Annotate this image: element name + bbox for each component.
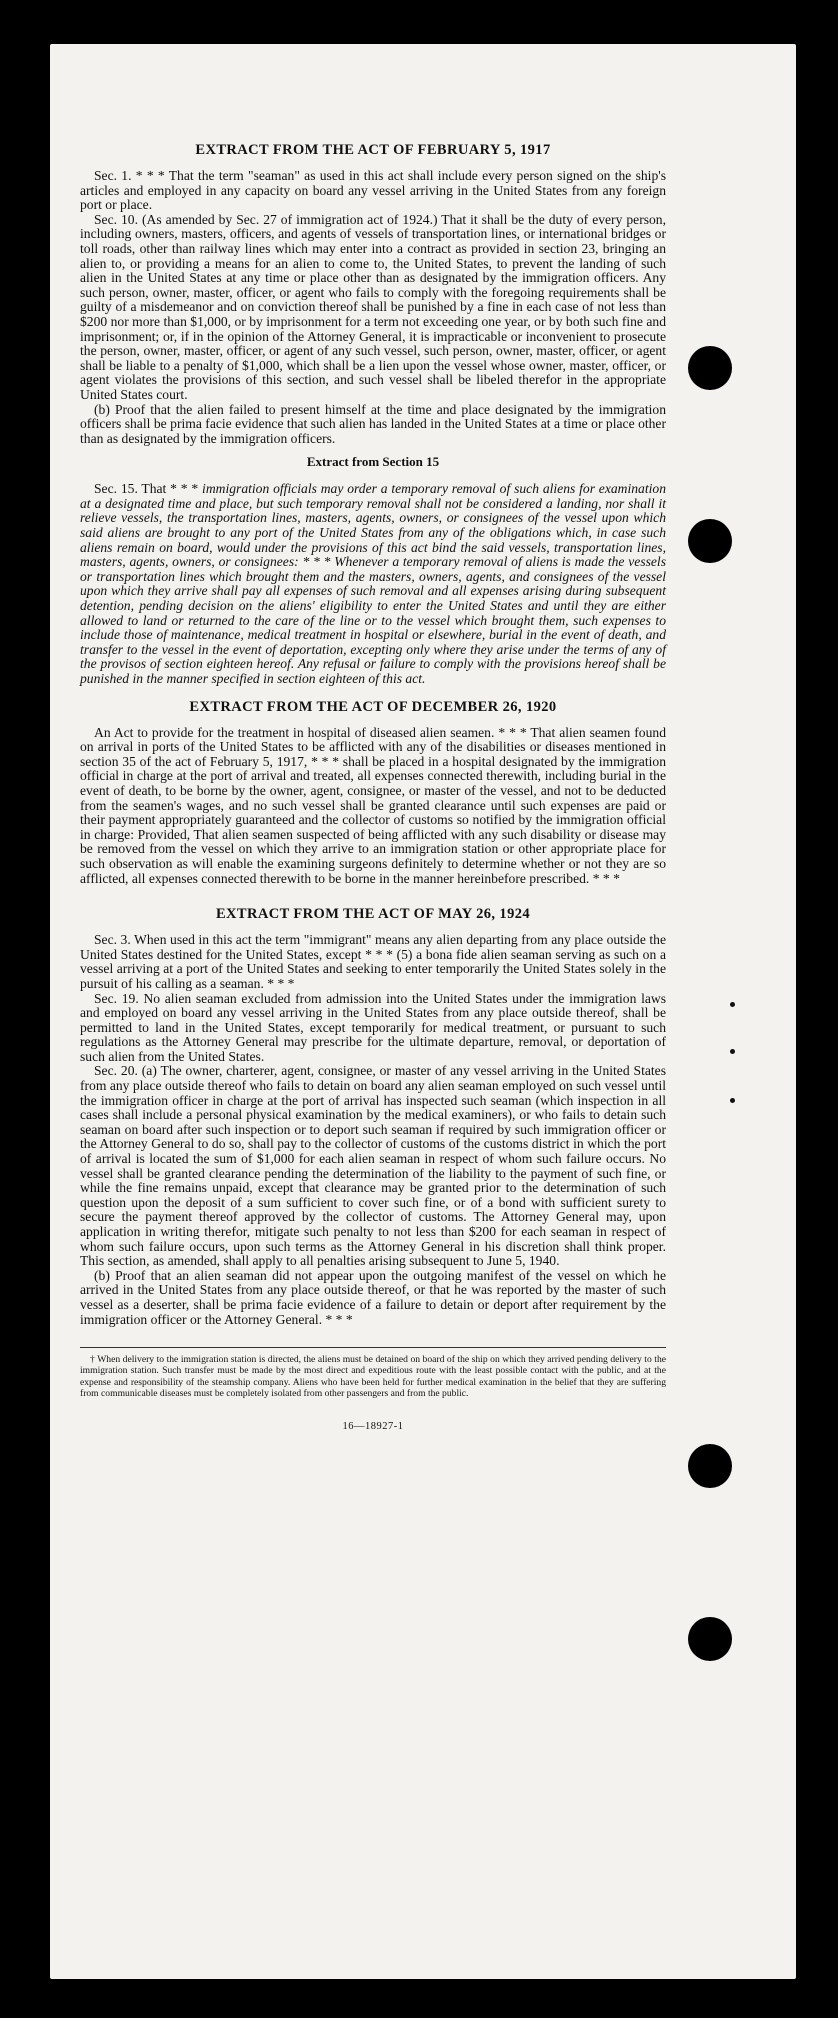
paragraph-sec-10: Sec. 10. (As amended by Sec. 27 of immigration act of 1924.) That it shall be the duty of every person, including owners, masters, officers, and agents of vessels of transportation lines, or international bridges or toll roads, other than railway lines which may enter into a contract as provided in section 23, bringing an alien to, or providing a means for an alien to come to, the United States, to prevent the landing of such alien in the United States at any time or place other than as designated by the immigration officers. Any such person, owner, master, officer, or agent who fails to comply with the foregoing requirements shall be guilty of a misdemeanor and on conviction thereof shall be punished by a fine in each case of not less than $200 nor more than $1,000, or by imprisonment for a term not exceeding one year, or by both such fine and imprisonment; or, if in the opinion of the Attorney General, it is impracticable or inconvenient to prosecute the person, owner, master, officer, or agent of any such vessel, such person, owner, master, officer, or agent shall be liable to a penalty of $1,000, which shall be a lien upon the vessel whose owner, master, officer, or agent violates the provisions of this section, and such vessel shall be libeled therefor in the appropriate United States court. bbox=[80, 211, 666, 402]
heading-section-15: Extract from Section 15 bbox=[306, 454, 440, 470]
heading-act-1920: EXTRACT FROM THE ACT OF DECEMBER 26, 1920 bbox=[189, 698, 557, 715]
paragraph-sec-15 bbox=[80, 482, 666, 686]
punch-hole-2 bbox=[688, 519, 732, 563]
heading-act-1917: EXTRACT FROM THE ACT OF FEBRUARY 5, 1917 bbox=[195, 142, 551, 158]
punch-hole-1 bbox=[688, 346, 732, 390]
paragraph-sec-20-b: (b) Proof that an alien seaman did not appear upon the outgoing manifest of the vessel on which he arrived in the United States from any place outside thereof, or that he was reported by the master of such vessel as a deserter, shall be prima facie evidence of a failure to detain or deport after requirement by the immigration officer or the Attorney General. * * * bbox=[80, 1267, 666, 1327]
paragraph-sec-1: Sec. 1. * * * That the term "seaman" as used in this act shall include every person signed on the ship's articles and employed in any capacity on board any vessel arriving in the United States from any foreign port or place. bbox=[80, 168, 666, 213]
ink-dot-2 bbox=[730, 1049, 735, 1054]
punch-hole-4 bbox=[688, 1617, 732, 1661]
footnote-text: † When delivery to the immigration station is directed, the aliens must be detained on board of the ship on which they arrived pending delivery to the immigration station. Such transfer must be made by the most direct and expeditious route with the least possible contact with the public, and at the expense and responsibility of the steamship company. Aliens who have been held for further medical examination in the belief that they are suffering from communicable diseases must be completely isolated from other passengers and from the public. bbox=[80, 1354, 666, 1399]
document-text bbox=[80, 52, 666, 1432]
paragraph-sec-3: Sec. 3. When used in this act the term "immigrant" means any alien departing from any place outside the United States destined for the United States, except * * * (5) a bona fide alien seaman serving as such on a vessel arriving at a port of the United States and seeking to enter temporarily the United States solely in the pursuit of his calling as a seaman. * * * bbox=[80, 932, 666, 991]
sec-15-label: Sec. 15. That * * * bbox=[94, 481, 203, 497]
ink-dot-1 bbox=[730, 1002, 735, 1007]
sec-15-text: immigration officials may order a temporary removal of such aliens for examination at a designated time and place, but such temporary removal shall not be considered a landing, nor shall it relieve vessels, the transportation lines, masters, agents, owners, or consignees of the vessel upon which said aliens are brought to any port of the United States from any of the obligations which, in case such aliens remain on board, would under the provisions of this act bind the said vessels, transportation lines, masters, agents, owners, or consignees: * * * Whenever a temporary removal of aliens is made the vessels or transportation lines which brought them and the masters, owners, agents, and consignees of the vessel upon which they arrive shall pay all expenses of such removal and all expenses arising during subsequent detention, pending decision on the aliens' eligibility to enter the United States and until they are either allowed to land or returned to the care of the line or to the vessel which brought them, such expenses to include those of maintenance, medical treatment in hospital or elsewhere, burial in the event of death, and transfer to the vessel in the event of deportation, excepting only where they arise under the terms of any of the provisos of section eighteen hereof. Any refusal or failure to comply with the provisions hereof shall be punished in the manner specified in section eighteen of this act. bbox=[80, 481, 667, 686]
paragraph-sec-10-b: (b) Proof that the alien failed to present himself at the time and place designated by the immigration officers shall be prima facie evidence that such alien has landed in the United States at a time or place other than as designated by the immigration officers. bbox=[80, 401, 666, 446]
paragraph-sec-20: Sec. 20. (a) The owner, charterer, agent, consignee, or master of any vessel arriving in the United States from any place outside thereof who fails to detain on board any alien seaman employed on such vessel until the immigration officer in charge at the port of arrival has inspected such seaman (which inspection in all cases shall include a personal physical examination by the medical examiners), or who fails to detain such seaman on board after such inspection or to deport such seaman if required by such immigration officer or the Attorney General to do so, shall pay to the collector of customs of the customs district in which the port of arrival is located the sum of $1,000 for each alien seaman in respect of whom such failure occurs. No vessel shall be granted clearance pending the determination of the liability to the payment of such fine, or while the fine remains unpaid, except that clearance may be granted prior to the determination of such question upon the deposit of a sum sufficient to cover such fine, or of a bond with sufficient surety to secure the payment thereof approved by the collector of customs. The Attorney General may, upon application in writing therefor, mitigate such penalty to not less than $200 for each seaman in respect of whom such failure occurs, upon such terms as the Attorney General in his discretion shall think proper. This section, as amended, shall apply to all penalties arising subsequent to June 5, 1940. bbox=[80, 1063, 666, 1269]
footnote bbox=[80, 1347, 666, 1399]
form-number: 16—18927-1 bbox=[342, 1420, 404, 1432]
paragraph-sec-19: Sec. 19. No alien seaman excluded from admission into the United States under the immigration laws and employed on board any vessel arriving in the United States from any place outside thereof, shall be permitted to land in the United States, except temporarily for medical treatment, or pursuant to such regulations as the Attorney General may prescribe for the ultimate departure, removal, or deportation of such alien from the United States. bbox=[80, 990, 666, 1064]
punch-hole-3 bbox=[688, 1444, 732, 1488]
paragraph-act-1920: An Act to provide for the treatment in hospital of diseased alien seamen. * * * That alien seamen found on arrival in ports of the United States to be afflicted with any of the disabilities or diseases mentioned in section 35 of the act of February 5, 1917, * * * shall be placed in a hospital designated by the immigration official in charge at the port of arrival and treated, all expenses connected therewith, including burial in the event of death, to be borne by the owner, agent, consignee, or master of the vessel, and not to be deducted from the seamen's wages, and no such vessel shall be granted clearance until such expenses are paid or their payment appropriately guaranteed and the collector of customs so notified by the immigration official in charge: Provided, That alien seamen suspected of being afflicted with any such disability or disease may be removed from the vessel on which they arrive to an immigration station or other appropriate place for such observation as will enable the examining surgeons definitely to determine whether or not they are so afflicted, all expenses connected therewith to be borne in the manner hereinbefore prescribed. * * * bbox=[80, 724, 666, 886]
heading-act-1924: EXTRACT FROM THE ACT OF MAY 26, 1924 bbox=[215, 906, 531, 923]
ink-dot-3 bbox=[730, 1098, 735, 1103]
